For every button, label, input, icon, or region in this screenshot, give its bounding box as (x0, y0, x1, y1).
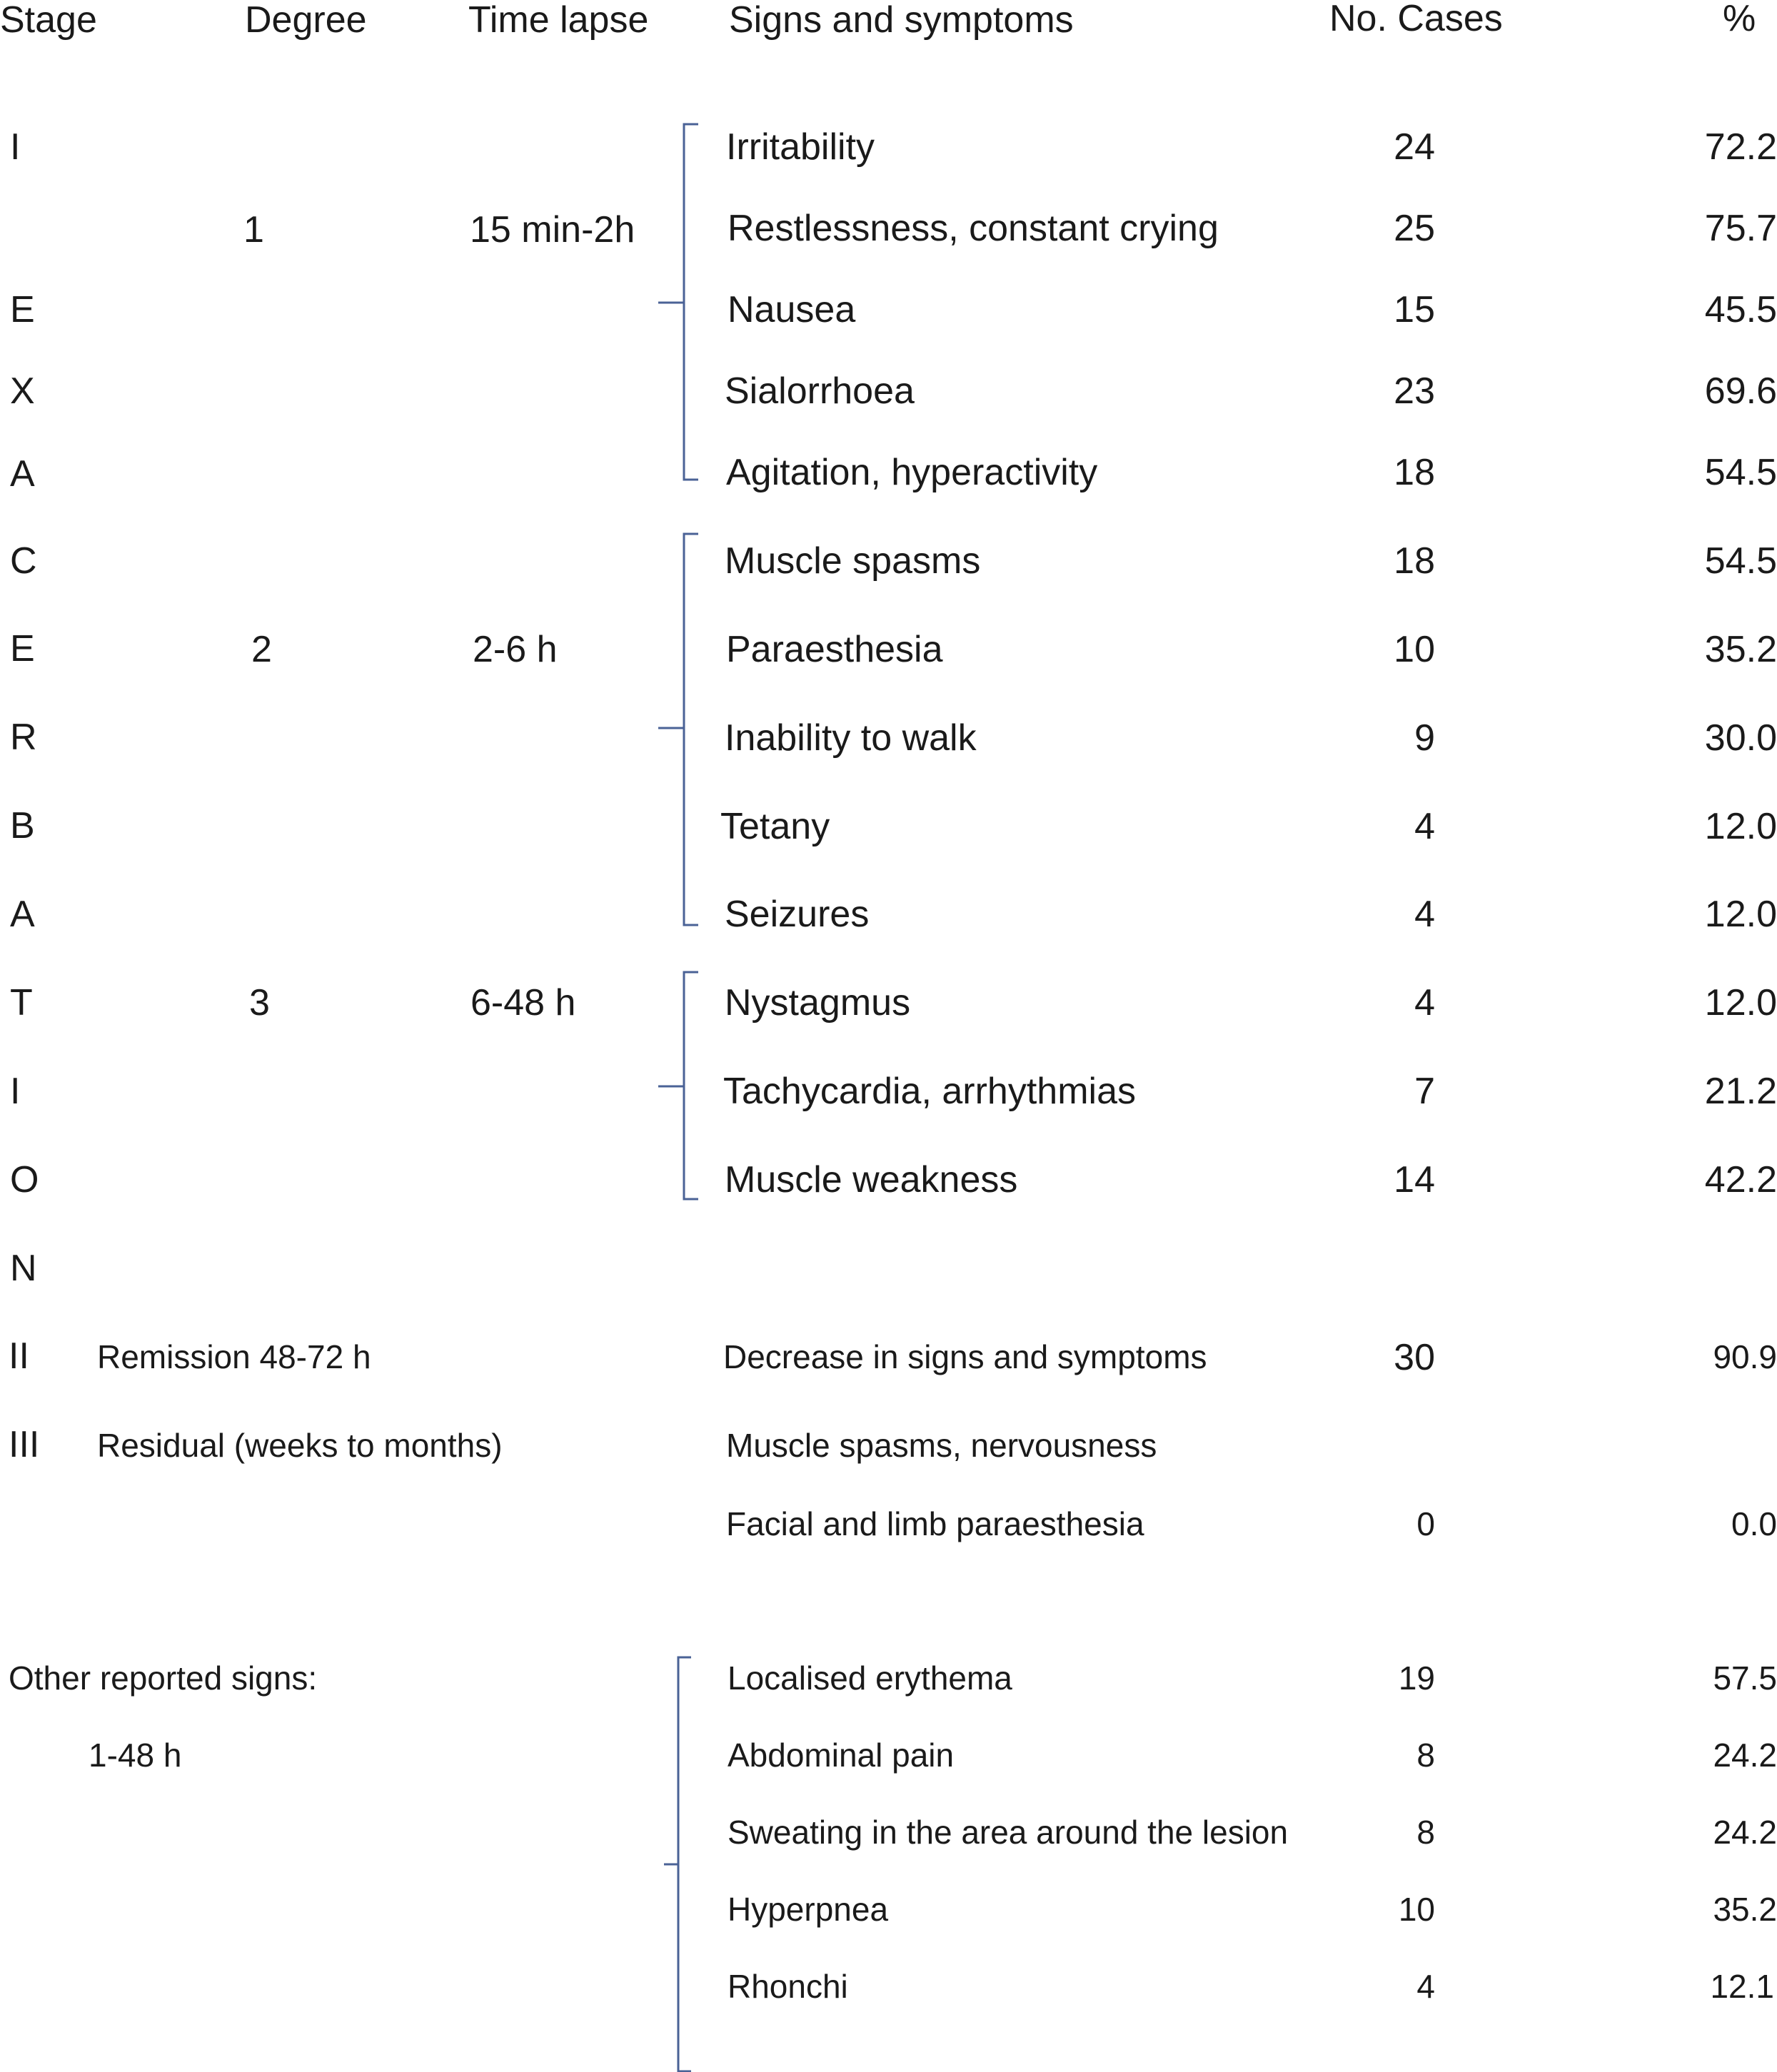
sign-label: Rhonchi (728, 1968, 848, 2005)
stage-description: Residual (weeks to months) (97, 1427, 503, 1464)
bracket-degree-1 (658, 124, 698, 480)
cases-value: 10 (1398, 1891, 1435, 1928)
stage-letter: C (10, 540, 37, 582)
sign-label: Seizures (725, 894, 870, 935)
sign-label: Sialorrhoea (725, 370, 915, 412)
pct-value: 35.2 (1713, 1891, 1777, 1928)
pct-value: 54.5 (1704, 540, 1777, 582)
bracket-degree-3 (658, 972, 698, 1199)
cases-value: 24 (1394, 126, 1435, 168)
cases-value: 4 (1414, 894, 1435, 935)
pct-value: 12.0 (1704, 806, 1777, 847)
cases-value: 18 (1394, 452, 1435, 493)
cases-value: 7 (1414, 1071, 1435, 1112)
cases-value: 0 (1416, 1505, 1435, 1542)
pct-value: 12.0 (1704, 894, 1777, 935)
cases-value: 23 (1394, 370, 1435, 412)
sign-label: Muscle weakness (725, 1159, 1018, 1201)
pct-value: 54.5 (1704, 452, 1777, 493)
time-lapse-value: 6-48 h (470, 982, 576, 1024)
sign-label: Irritability (726, 126, 875, 168)
sign-label: Tachycardia, arrhythmias (723, 1071, 1136, 1112)
time-lapse-value: 2-6 h (473, 629, 558, 670)
pct-value: 45.5 (1704, 289, 1777, 330)
pct-value: 42.2 (1704, 1159, 1777, 1201)
header-degree: Degree (245, 0, 367, 41)
stage-label: II (9, 1335, 29, 1377)
header-pct: % (1723, 0, 1756, 39)
pct-value: 0.0 (1731, 1505, 1777, 1542)
cases-value: 4 (1414, 982, 1435, 1024)
pct-value: 75.7 (1704, 208, 1777, 249)
other-signs-label: Other reported signs: (9, 1659, 318, 1697)
pct-value: 30.0 (1704, 717, 1777, 759)
degree-value: 1 (243, 209, 264, 251)
stage-letter: A (10, 894, 35, 935)
cases-value: 8 (1416, 1814, 1435, 1851)
cases-value: 25 (1394, 208, 1435, 249)
sign-label: Tetany (720, 806, 830, 847)
stage-letter: E (10, 628, 35, 669)
cases-value: 10 (1394, 629, 1435, 670)
sign-label: Agitation, hyperactivity (726, 452, 1098, 493)
sign-label: Paraesthesia (726, 629, 943, 670)
pct-value: 35.2 (1704, 629, 1777, 670)
pct-value: 57.5 (1713, 1659, 1777, 1697)
stage-letter: X (10, 370, 35, 412)
stage-letter: I (10, 1071, 21, 1112)
cases-value: 8 (1416, 1737, 1435, 1774)
sign-label: Localised erythema (728, 1659, 1012, 1697)
cases-value: 18 (1394, 540, 1435, 582)
cases-value: 4 (1414, 806, 1435, 847)
cases-value: 4 (1416, 1968, 1435, 2005)
pct-value: 12.0 (1704, 982, 1777, 1024)
sign-label: Muscle spasms, nervousness (726, 1427, 1157, 1464)
pct-value: 72.2 (1704, 126, 1777, 168)
stage-label: III (9, 1424, 40, 1465)
sign-label: Restlessness, constant crying (728, 208, 1219, 249)
cases-value: 30 (1394, 1337, 1435, 1378)
bracket-other (664, 1657, 691, 2071)
stage-letter: E (10, 289, 35, 330)
pct-value: 69.6 (1704, 370, 1777, 412)
cases-value: 19 (1398, 1659, 1435, 1697)
stage-letter: I (10, 126, 21, 168)
sign-label: Abdominal pain (728, 1737, 955, 1774)
sign-label: Sweating in the area around the lesion (728, 1814, 1289, 1851)
pct-value: 24.2 (1713, 1814, 1777, 1851)
cases-value: 14 (1394, 1159, 1435, 1201)
degree-value: 3 (249, 982, 270, 1024)
sign-label: Nystagmus (725, 982, 911, 1024)
header-signs: Signs and symptoms (729, 0, 1074, 41)
sign-label: Inability to walk (725, 717, 977, 759)
stage-letter: A (10, 453, 35, 495)
pct-value: 90.9 (1713, 1338, 1777, 1375)
stage-letter: B (10, 805, 35, 847)
pct-value: 24.2 (1713, 1737, 1777, 1774)
pct-value: 12.1 (1710, 1968, 1774, 2005)
time-lapse-value: 15 min-2h (470, 209, 635, 251)
sign-label: Hyperpnea (728, 1891, 889, 1928)
header-cases: No. Cases (1329, 0, 1503, 39)
degree-value: 2 (251, 629, 272, 670)
bracket-degree-2 (658, 534, 698, 925)
stage-letter: T (10, 982, 33, 1024)
stage-letter: O (10, 1159, 39, 1201)
stage-letter: N (10, 1248, 37, 1289)
cases-value: 9 (1414, 717, 1435, 759)
cases-value: 15 (1394, 289, 1435, 330)
pct-value: 21.2 (1704, 1071, 1777, 1112)
header-stage: Stage (0, 0, 97, 41)
sign-label: Muscle spasms (725, 540, 981, 582)
stage-description: Remission 48-72 h (97, 1338, 371, 1375)
sign-label: Nausea (728, 289, 856, 330)
sign-label: Decrease in signs and symptoms (723, 1338, 1207, 1375)
other-signs-time: 1-48 h (89, 1737, 182, 1774)
header-time-lapse: Time lapse (468, 0, 649, 41)
stage-letter: R (10, 717, 37, 758)
sign-label: Facial and limb paraesthesia (726, 1505, 1144, 1542)
